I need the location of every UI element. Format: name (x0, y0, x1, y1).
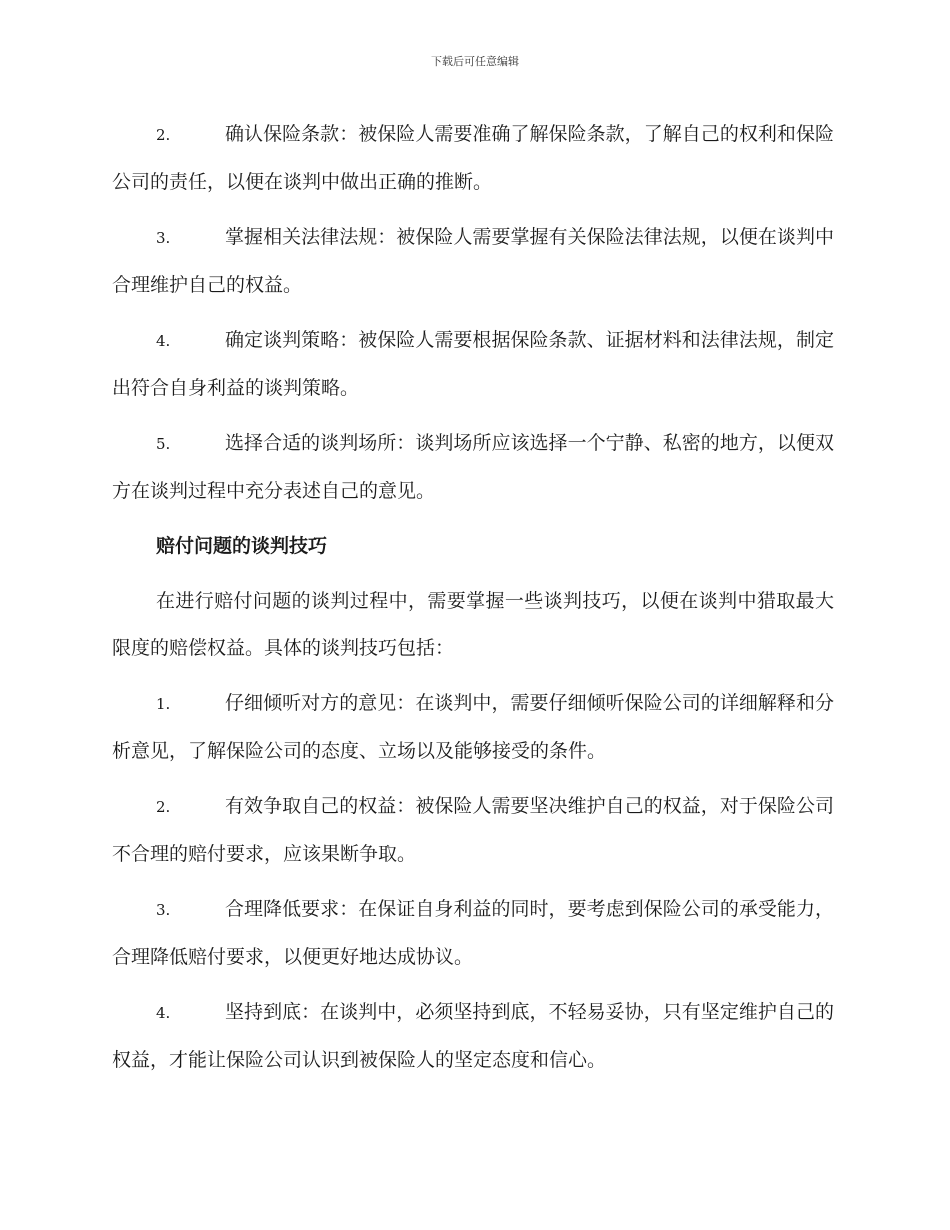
list-item-text: 确定谈判策略：被保险人需要根据保险条款、证据材料和法律法规，制定出符合自身利益的谈判策略。 (112, 329, 834, 399)
list-item-text: 确认保险条款：被保险人需要准确了解保险条款，了解自己的权利和保险公司的责任，以便在谈判中做出正确的推断。 (112, 123, 834, 193)
list-item (112, 680, 834, 775)
list-item (112, 989, 834, 1084)
list-item-text: 有效争取自己的权益：被保险人需要坚决维护自己的权益，对于保险公司不合理的赔付要求，应该果断争取。 (112, 795, 834, 865)
list-item (112, 317, 834, 412)
list-item (112, 783, 834, 878)
list-item-number: 4. (156, 332, 171, 350)
section-intro-paragraph: 在进行赔付问题的谈判过程中，需要掌握一些谈判技巧，以便在谈判中猎取最大限度的赔偿权益。具体的谈判技巧包括： (112, 590, 834, 659)
list-item-number: 2. (156, 126, 171, 144)
list-item-number: 5. (156, 435, 171, 453)
section-heading: 赔付问题的谈判技巧 (156, 535, 328, 557)
list-item-number: 3. (156, 229, 171, 247)
list-item-text: 选择合适的谈判场所：谈判场所应该选择一个宁静、私密的地方，以便双方在谈判过程中充分表述自己的意见。 (112, 432, 834, 502)
list-item-text: 合理降低要求：在保证自身利益的同时，要考虑到保险公司的承受能力，合理降低赔付要求，以便更好地达成协议。 (112, 898, 834, 968)
list-item-number: 2. (156, 798, 171, 816)
list-item-text: 仔细倾听对方的意见：在谈判中，需要仔细倾听保险公司的详细解释和分析意见，了解保险公司的态度、立场以及能够接受的条件。 (112, 692, 834, 762)
document-body (112, 111, 834, 1092)
list-item-number: 4. (156, 1004, 171, 1022)
list-item-text: 坚持到底：在谈判中，必须坚持到底，不轻易妥协，只有坚定维护自己的权益，才能让保险公司认识到被保险人的坚定态度和信心。 (112, 1001, 834, 1071)
list-item (112, 420, 834, 515)
list-item-number: 3. (156, 901, 171, 919)
list-item (112, 886, 834, 981)
list-item (112, 214, 834, 309)
list-item-number: 1. (156, 695, 171, 713)
list-item-text: 掌握相关法律法规：被保险人需要掌握有关保险法律法规，以便在谈判中合理维护自己的权益。 (112, 226, 834, 296)
list-item (112, 111, 834, 206)
page-header: 下载后可任意编辑 (431, 55, 519, 68)
